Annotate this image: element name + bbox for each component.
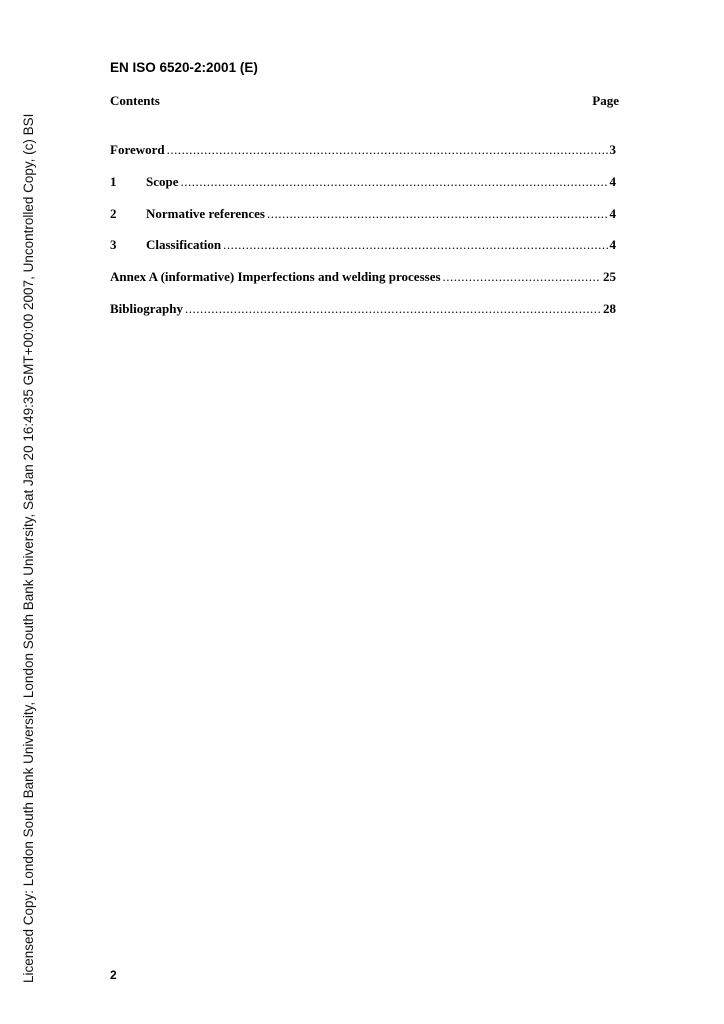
- document-id-header: EN ISO 6520-2:2001 (E): [110, 60, 258, 75]
- toc-dot-leader: [185, 301, 601, 317]
- toc-entry-title: Normative references: [146, 205, 265, 221]
- contents-heading-row: [110, 93, 619, 109]
- toc-entry-bibliography[interactable]: [110, 301, 616, 317]
- toc-entry-title: Annex A (informative) Imperfections and welding processes: [110, 269, 441, 285]
- toc-entry-title: Foreword: [110, 142, 165, 157]
- toc-entry-page: 4: [609, 205, 616, 221]
- toc-entry-title: Classification: [146, 237, 222, 253]
- toc-entry-number: 1: [110, 173, 117, 189]
- toc-dot-leader: [443, 269, 601, 285]
- toc-entry-number: 3: [110, 237, 117, 253]
- toc-dot-leader: [181, 174, 608, 190]
- contents-title: Contents: [110, 93, 160, 108]
- toc-entry-title: Bibliography: [110, 300, 183, 316]
- toc-entry-title: Scope: [146, 173, 179, 189]
- toc-entry-page: 4: [609, 173, 616, 189]
- toc-entry-classification[interactable]: [110, 237, 616, 253]
- toc-dot-leader: [223, 237, 607, 253]
- toc-entry-page: 4: [609, 237, 616, 253]
- license-watermark: Licensed Copy: London South Bank University, London South Bank University, Sat Jan 20 16:49:35 GMT+00:00 2007, Uncontrolled Copy, (c) BSI: [21, 113, 36, 983]
- toc-entry-scope[interactable]: [110, 174, 616, 190]
- toc-entry-number: 2: [110, 205, 117, 221]
- page-number: 2: [110, 968, 117, 982]
- toc-entry-page: 28: [603, 300, 616, 316]
- page-column-label: Page: [592, 93, 619, 108]
- toc-dot-leader: [267, 206, 608, 222]
- table-of-contents: [110, 142, 616, 333]
- toc-entry-foreword[interactable]: [110, 142, 616, 158]
- toc-entry-page: 25: [603, 269, 616, 285]
- toc-entry-annex-a[interactable]: [110, 269, 616, 285]
- toc-dot-leader: [167, 142, 608, 158]
- toc-entry-normative-references[interactable]: [110, 206, 616, 222]
- toc-entry-page: 3: [609, 142, 616, 157]
